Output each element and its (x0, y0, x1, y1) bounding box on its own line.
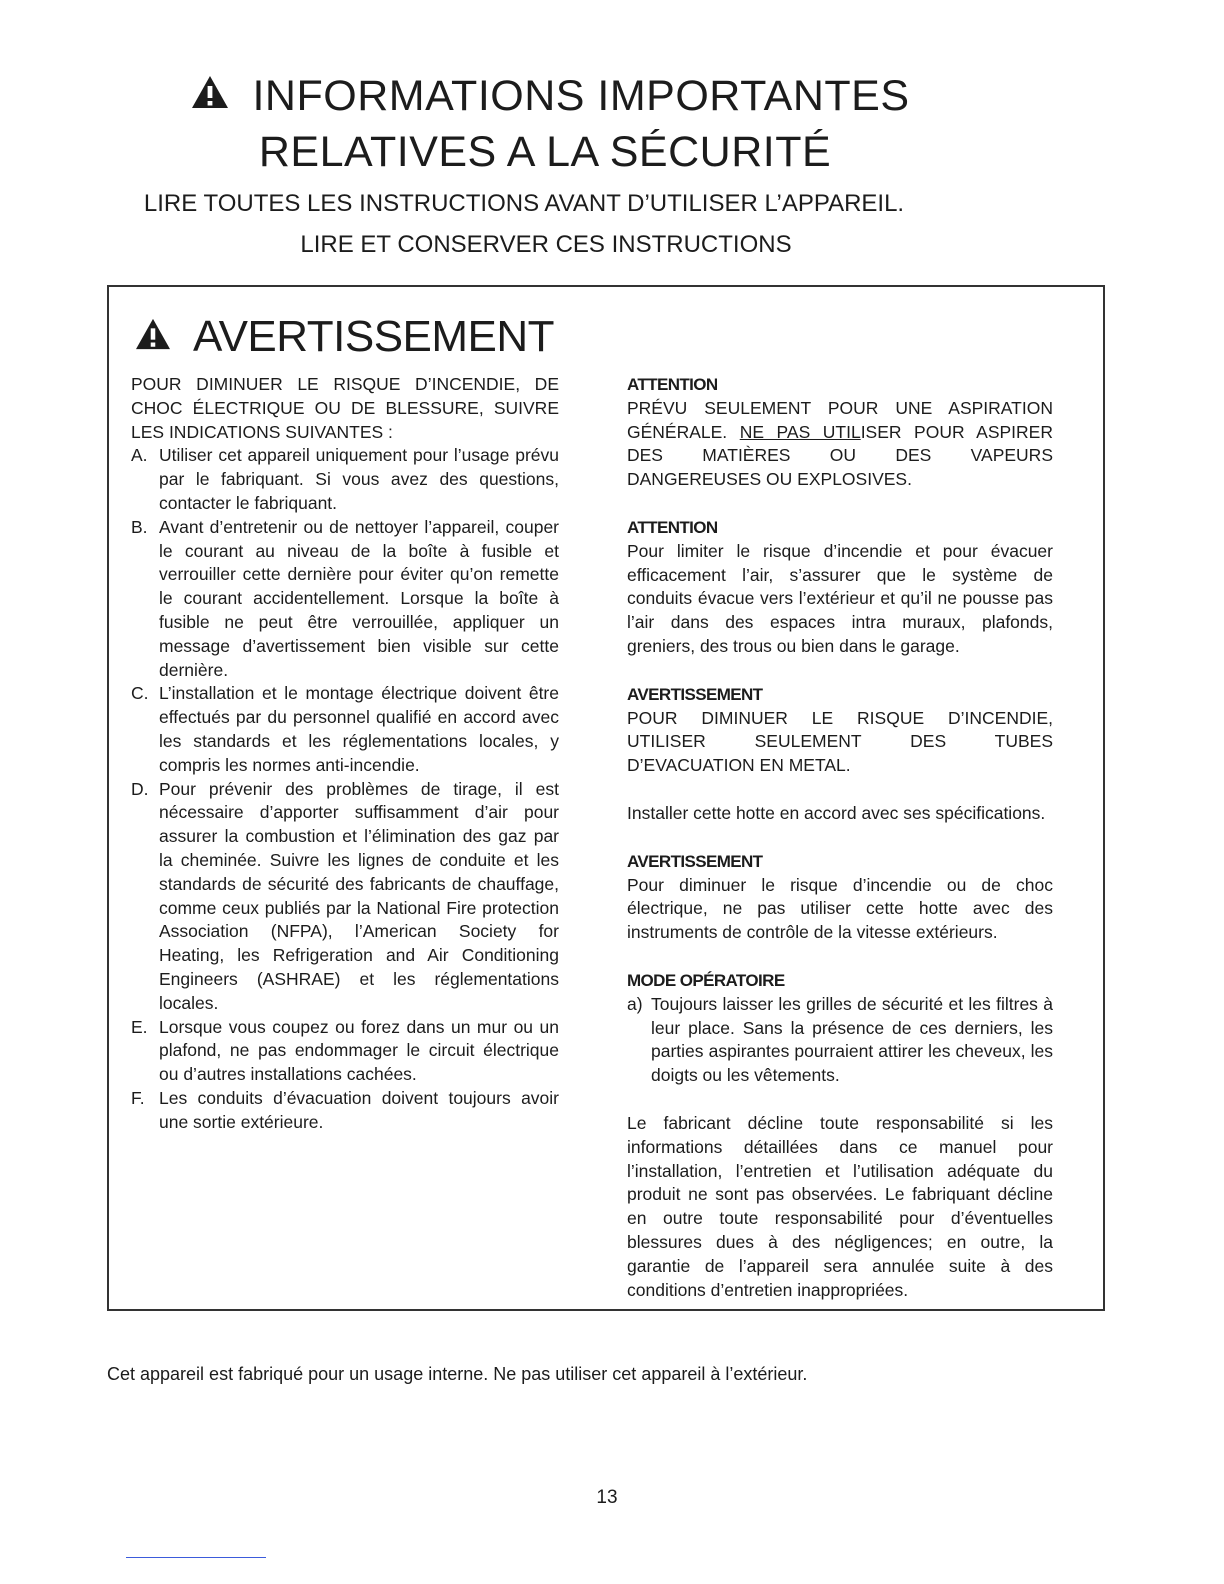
title-text-1: INFORMATIONS IMPORTANTES (252, 72, 910, 120)
warning-box (107, 285, 1105, 1311)
warning-heading (133, 312, 555, 361)
list-item: C. L’installation et le montage électrique doivent être effectués par du personnel qualifié en accord avec les standards et les réglementations locales, y compris les normes anti-incendie. (131, 683, 559, 775)
warning-heading-text: AVERTISSEMENT (193, 312, 555, 361)
disclaimer: Le fabricant décline toute responsabilité si les informations détaillées dans ce manuel pour l’installation, l’entretien et l’utilisation adéquate du produit ne sont pas observées. Le fabriquant décline en outre toute responsabilité pour d’éventuelles blessures dues à des négligences; en outre, la garantie de l’appareil sera annulée suite à des conditions d’entretien inappropriées. (627, 1112, 1053, 1300)
warning-intro: POUR DIMINUER LE RISQUE D’INCENDIE, DE CHOC ÉLECTRIQUE OU DE BLESSURE, SUIVRE LES INDICATIONS SUIVANTES : (131, 374, 559, 442)
page-number: 13 (596, 1487, 618, 1508)
warning-triangle-icon (190, 74, 230, 118)
install-note: Installer cette hotte en accord avec ses spécifications. (627, 802, 1046, 823)
avertissement-title-2: AVERTISSEMENT (627, 851, 763, 871)
mode-title: MODE OPÉRATOIRE (627, 970, 785, 990)
attention-title-2: ATTENTION (627, 517, 718, 537)
footer-note: Cet appareil est fabriqué pour un usage interne. Ne pas utiliser cet appareil à l’extérieur. (107, 1364, 808, 1384)
page-title-line2: RELATIVES A LA SÉCURITÉ (258, 128, 832, 176)
mode-list (627, 993, 1053, 1088)
attention-text-1: PRÉVU SEULEMENT POUR UNE ASPIRATION GÉNÉRALE. NE PAS UTILISER POUR ASPIRER DES MATIÈRES OU DES VAPEURS DANGEREUSES OU EXPLOSIVES. (627, 397, 1053, 490)
avertissement-text-2: Pour diminuer le risque d’incendie ou de choc électrique, ne pas utiliser cette hotte avec des instruments de contrôle de la vitesse extérieurs. (627, 874, 1053, 943)
list-item: B. Avant d’entretenir ou de nettoyer l’appareil, couper le courant au niveau de la boîte à fusible et verrouiller cette dernière pour éviter qu’on remette le courant accidentellement. Lorsque la boîte à fusible ne peut être verrouillée, appliquer un message d’avertissement bien visible sur cette dernière. (131, 516, 559, 680)
list-item: D. Pour prévenir des problèmes de tirage, il est nécessaire d’apporter suffisamment d’air pour assurer la combustion et l’élimination des gaz par la cheminée. Suivre les lignes de conduite et les standards de sécurité des fabricants de chauffage, comme ceux publiés par la National Fire protection Association (NFPA), l’American Society for Heating, les Refrigeration and Air Conditioning Engineers (ASHRAE) et les réglementations locales. (131, 778, 559, 1013)
list-item: E. Lorsque vous coupez ou forez dans un mur ou un plafond, ne pas endommager le circuit électrique ou d’autres installations cachées. (131, 1016, 559, 1085)
right-column (627, 373, 1053, 1302)
attention-title-1: ATTENTION (627, 375, 718, 394)
page-title-line1 (0, 74, 1100, 118)
list-item: F. Les conduits d’évacuation doivent toujours avoir une sortie extérieure. (131, 1087, 559, 1132)
instruction-list (131, 444, 559, 1134)
warning-triangle-icon (133, 315, 173, 359)
list-item: A. Utiliser cet appareil uniquement pour l’usage prévu par le fabriquant. Si vous avez des questions, contacter le fabriquant. (131, 445, 559, 513)
subtitle-keep: LIRE ET CONSERVER CES INSTRUCTIONS (300, 231, 792, 258)
list-item: a) Toujours laisser les grilles de sécurité et les filtres à leur place. Sans la présence de ces derniers, les parties aspirantes pourraient attirer les cheveux, les doigts ou les vêtements. (627, 993, 1053, 1086)
attention-text-2: Pour limiter le risque d’incendie et pour évacuer efficacement l’air, s’assurer que le système de conduits évacue vers l’extérieur et qu’il ne pousse pas l’air dans des espaces intra muraux, plafonds, greniers, des trous ou bien dans le garage. (627, 540, 1053, 656)
avertissement-title-1: AVERTISSEMENT (627, 684, 763, 704)
subtitle-read-all: LIRE TOUTES LES INSTRUCTIONS AVANT D’UTILISER L’APPAREIL. (143, 190, 905, 217)
left-column (131, 373, 559, 1135)
avertissement-text-1: POUR DIMINUER LE RISQUE D’INCENDIE, UTILISER SEULEMENT DES TUBES D’EVACUATION EN METAL. (627, 707, 1053, 776)
footer-rule (126, 1557, 266, 1558)
